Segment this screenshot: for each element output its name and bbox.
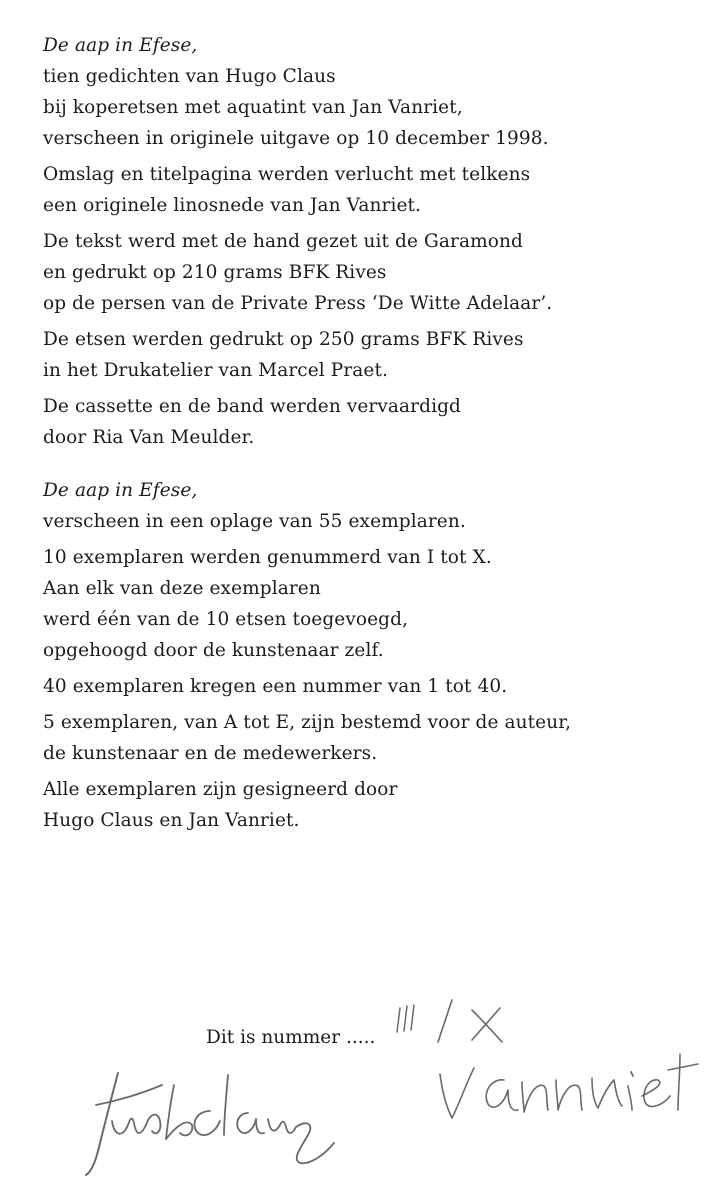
paragraph-typesetting (43, 226, 713, 319)
text-line: opgehoogd door de kunstenaar zelf. (43, 640, 384, 661)
signature-jan-vanriet (432, 1040, 702, 1130)
text-line: tien gedichten van Hugo Claus (43, 66, 336, 87)
text-line: De cassette en de band werden vervaardigd (43, 396, 461, 417)
text-line: en gedrukt op 210 grams BFK Rives (43, 262, 387, 283)
text-line: Aan elk van deze exemplaren (43, 578, 321, 599)
paragraph-signed (43, 774, 713, 836)
text-line: Alle exemplaren zijn gesigneerd door (43, 779, 398, 800)
text-line: Omslag en titelpagina werden verlucht met telkens (43, 164, 531, 185)
paragraph-print-run (43, 475, 713, 537)
text-line: op de persen van de Private Press ‘De Witte Adelaar’. (43, 293, 553, 314)
text-line: De etsen werden gedrukt op 250 grams BFK Rives (43, 329, 524, 350)
paragraph-arabic-numbered (43, 671, 713, 702)
paragraph-edition (43, 30, 713, 154)
paragraph-roman-numbered (43, 542, 713, 666)
text-line: 40 exemplaren kregen een nummer van 1 tot 40. (43, 676, 508, 697)
text-line: De tekst werd met de hand gezet uit de Garamond (43, 231, 523, 252)
book-title: De aap in Efese, (43, 480, 198, 501)
text-line: bij koperetsen met aquatint van Jan Vanriet, (43, 97, 463, 118)
paragraph-lettered (43, 707, 713, 769)
text-line: 10 exemplaren werden genummerd van I tot X. (43, 547, 492, 568)
colophon-text (43, 30, 713, 836)
text-line: in het Drukatelier van Marcel Praet. (43, 360, 388, 381)
paragraph-binding (43, 391, 713, 453)
text-line: Hugo Claus en Jan Vanriet. (43, 810, 300, 831)
copy-number-label: Dit is nummer ..... (206, 1027, 376, 1048)
paragraph-etchings (43, 324, 713, 386)
text-line: verscheen in originele uitgave op 10 december 1998. (43, 128, 549, 149)
paragraph-cover (43, 159, 713, 221)
text-line: werd één van de 10 etsen toegevoegd, (43, 609, 409, 630)
text-line: een originele linosnede van Jan Vanriet. (43, 195, 422, 216)
text-line: verscheen in een oplage van 55 exemplaren. (43, 511, 466, 532)
text-line: de kunstenaar en de medewerkers. (43, 743, 378, 764)
book-title: De aap in Efese, (43, 35, 198, 56)
text-line: door Ria Van Meulder. (43, 427, 255, 448)
text-line: 5 exemplaren, van A tot E, zijn bestemd voor de auteur, (43, 712, 572, 733)
signature-hugo-claus (78, 1055, 340, 1180)
